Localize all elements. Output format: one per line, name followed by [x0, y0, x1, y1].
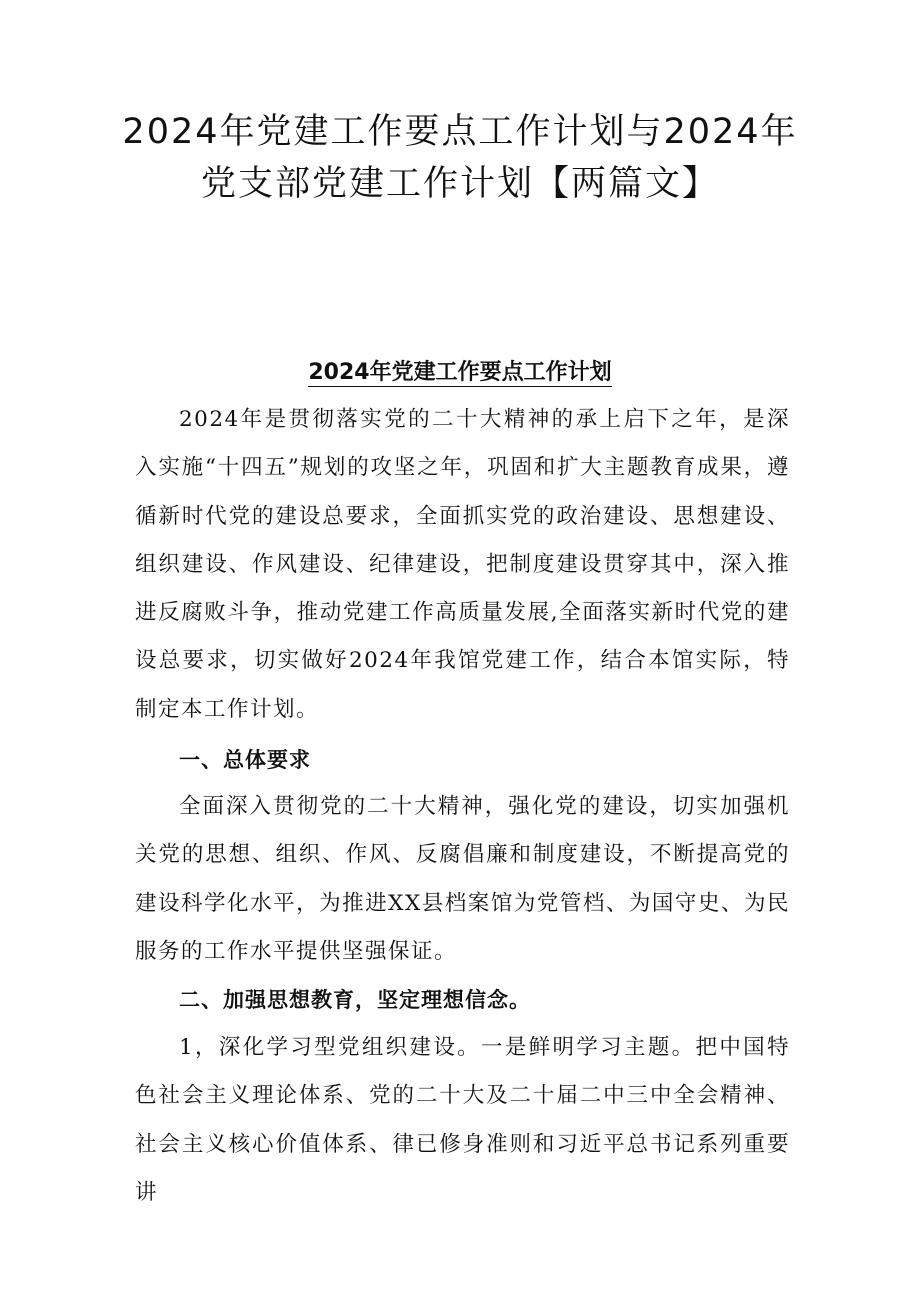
heading-ideological-education: 二、加强思想教育，坚定理想信念。 [179, 988, 531, 1012]
section-title [0, 357, 920, 389]
paragraph-learning-organization: 1，深化学习型党组织建设。一是鲜明学习主题。把中国特色社会主义理论体系、党的二十大及二十届二中三中全会精神、社会主义核心价值体系、律已修身准则和习近平总书记系列重要讲 [135, 1035, 790, 1205]
intro-paragraph: 2024年是贯彻落实党的二十大精神的承上启下之年，是深入实施“十四五”规划的攻坚之年，巩固和扩大主题教育成果，遵循新时代党的建设总要求，全面抓实党的政治建设、思想建设、组织建设、作风建设、纪律建设，把制度建设贯穿其中，深入推进反腐败斗争，推动党建工作高质量发展,全面落实新时代党的建设总要求，切实做好2024年我馆党建工作，结合本馆实际，特制定本工作计划。 [135, 407, 790, 722]
paragraph-general-requirements: 全面深入贯彻党的二十大精神，强化党的建设，切实加强机关党的思想、组织、作风、反腐倡廉和制度建设，不断提高党的建设科学化水平，为推进XX县档案馆为党管档、为国守史、为民服务的工作水平提供坚强保证。 [135, 794, 790, 964]
document-title: 2024年党建工作要点工作计划与2024年党支部党建工作计划【两篇文】 [122, 112, 798, 204]
heading-general-requirements: 一、总体要求 [179, 748, 311, 772]
section-title-text: 2024年党建工作要点工作计划 [308, 360, 612, 385]
